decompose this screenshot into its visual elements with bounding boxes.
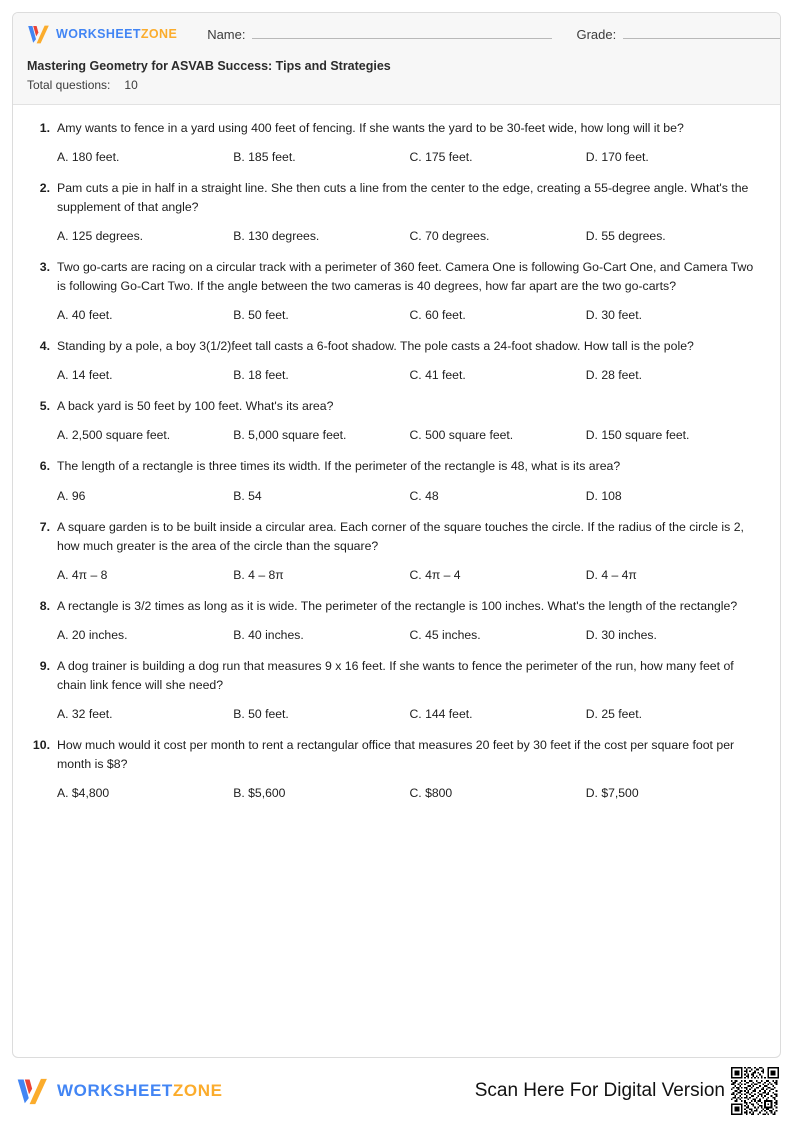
total-questions-label: Total questions: <box>27 77 111 92</box>
option-a[interactable]: A. 96 <box>57 488 86 503</box>
question-options <box>57 427 762 444</box>
question-number: 4. <box>39 339 50 354</box>
option-c[interactable]: C. 4π – 4 <box>409 567 461 582</box>
question-number: 2. <box>39 180 50 195</box>
question-body <box>57 457 762 504</box>
option-a[interactable]: A. 4π – 8 <box>57 567 108 582</box>
option-d[interactable]: D. 25 feet. <box>585 706 642 721</box>
question-item <box>31 119 762 166</box>
total-questions <box>27 78 766 92</box>
option-a[interactable]: A. $4,800 <box>57 786 110 801</box>
option-b[interactable]: B. 4 – 8π <box>233 567 284 582</box>
brand-logo-text <box>56 27 177 41</box>
question-body <box>57 597 762 644</box>
option-a[interactable]: A. 40 feet. <box>57 308 113 323</box>
question-options <box>57 567 762 584</box>
question-item <box>31 337 762 384</box>
question-item <box>31 518 762 584</box>
option-c[interactable]: C. $800 <box>409 786 453 801</box>
footer-brand-name-worksheet: WORKSHEET <box>57 1081 173 1100</box>
name-field-input[interactable] <box>252 26 552 39</box>
option-d[interactable]: D. 170 feet. <box>585 149 649 164</box>
option-d[interactable]: D. 30 inches. <box>585 627 657 642</box>
question-item <box>31 736 762 802</box>
question-options <box>57 228 762 245</box>
option-b[interactable]: B. 54 <box>233 488 262 503</box>
name-field[interactable] <box>207 26 552 42</box>
header-top-row <box>13 13 780 55</box>
question-number: 5. <box>39 399 50 414</box>
question-body <box>57 337 762 384</box>
question-number: 1. <box>39 120 50 135</box>
brand-name-zone: ZONE <box>140 27 178 41</box>
question-body <box>57 657 762 723</box>
header-title-row <box>13 55 780 104</box>
option-d[interactable]: D. 108 <box>585 488 622 503</box>
question-number: 9. <box>39 658 50 673</box>
question-text: A dog trainer is building a dog run that measures 9 x 16 feet. If she wants to fence the perimeter of the run, how many feet of chain link fence will she need? <box>57 658 734 692</box>
option-c[interactable]: C. 45 inches. <box>409 627 481 642</box>
option-c[interactable]: C. 144 feet. <box>409 706 473 721</box>
brand-logo <box>27 25 177 44</box>
question-options <box>57 627 762 644</box>
option-b[interactable]: B. 5,000 square feet. <box>233 428 347 443</box>
option-d[interactable]: D. $7,500 <box>585 786 639 801</box>
option-a[interactable]: A. 180 feet. <box>57 149 120 164</box>
option-c[interactable]: C. 48 <box>409 488 439 503</box>
option-b[interactable]: B. 130 degrees. <box>233 228 320 243</box>
option-d[interactable]: D. 4 – 4π <box>585 567 637 582</box>
question-text: A rectangle is 3/2 times as long as it is wide. The perimeter of the rectangle is 100 inches. What's the length of the rectangle? <box>57 598 738 613</box>
option-b[interactable]: B. 50 feet. <box>233 308 289 323</box>
option-b[interactable]: B. $5,600 <box>233 786 286 801</box>
question-text: Standing by a pole, a boy 3(1/2)feet tall casts a 6-foot shadow. The pole casts a 24-foot shadow. How tall is the pole? <box>57 339 694 354</box>
question-body <box>57 119 762 166</box>
question-body <box>57 736 762 802</box>
option-d[interactable]: D. 150 square feet. <box>585 428 690 443</box>
option-b[interactable]: B. 50 feet. <box>233 706 289 721</box>
question-text: Pam cuts a pie in half in a straight line. She then cuts a line from the center to the edge, creating a 55-degree angle. What's the supplement of that angle? <box>57 180 749 214</box>
question-text: A back yard is 50 feet by 100 feet. What's its area? <box>57 399 334 414</box>
qr-code-icon[interactable] <box>731 1067 779 1115</box>
question-options <box>57 149 762 166</box>
question-number: 6. <box>39 459 50 474</box>
option-a[interactable]: A. 32 feet. <box>57 706 113 721</box>
option-c[interactable]: C. 175 feet. <box>409 149 473 164</box>
question-item <box>31 179 762 245</box>
question-body <box>57 258 762 324</box>
question-options <box>57 785 762 802</box>
question-options <box>57 706 762 723</box>
worksheet-zone-logo-icon <box>16 1078 50 1105</box>
question-options <box>57 488 762 505</box>
question-options <box>57 367 762 384</box>
question-options <box>57 307 762 324</box>
question-body <box>57 179 762 245</box>
question-number: 7. <box>39 519 50 534</box>
option-a[interactable]: A. 14 feet. <box>57 368 113 383</box>
option-a[interactable]: A. 125 degrees. <box>57 228 144 243</box>
question-text: The length of a rectangle is three times its width. If the perimeter of the rectangle is 48, what is its area? <box>57 459 621 474</box>
worksheet-zone-logo-icon <box>27 25 51 44</box>
worksheet-card <box>12 12 781 1058</box>
footer-brand-logo-text <box>57 1081 223 1101</box>
option-a[interactable]: A. 20 inches. <box>57 627 128 642</box>
option-b[interactable]: B. 185 feet. <box>233 149 296 164</box>
grade-field-input[interactable] <box>623 26 781 39</box>
option-b[interactable]: B. 18 feet. <box>233 368 289 383</box>
question-item <box>31 397 762 444</box>
option-c[interactable]: C. 41 feet. <box>409 368 466 383</box>
grade-field-label: Grade: <box>576 27 617 42</box>
worksheet-footer <box>12 1060 781 1122</box>
option-d[interactable]: D. 55 degrees. <box>585 228 666 243</box>
footer-brand-name-zone: ZONE <box>172 1081 223 1100</box>
footer-scan-section <box>475 1067 779 1115</box>
option-a[interactable]: A. 2,500 square feet. <box>57 428 171 443</box>
option-d[interactable]: D. 28 feet. <box>585 368 642 383</box>
worksheet-header <box>13 13 780 105</box>
question-body <box>57 518 762 584</box>
question-text: Two go-carts are racing on a circular track with a perimeter of 360 feet. Camera One is following Go-Cart One, and Camera Two is following Go-Cart Two. If the angle between the two cameras is 40 degrees, how far apart are the two go-carts? <box>57 260 754 294</box>
option-c[interactable]: C. 60 feet. <box>409 308 466 323</box>
brand-name-worksheet: WORKSHEET <box>56 27 141 41</box>
question-item <box>31 258 762 324</box>
option-d[interactable]: D. 30 feet. <box>585 308 642 323</box>
question-text: A square garden is to be built inside a circular area. Each corner of the square touches the circle. If the radius of the circle is 2, how much greater is the area of the circle than the square? <box>57 519 744 553</box>
name-field-label: Name: <box>207 27 246 42</box>
option-c[interactable]: C. 70 degrees. <box>409 228 490 243</box>
questions-list <box>13 105 780 1057</box>
footer-brand-logo <box>16 1078 223 1105</box>
question-text: How much would it cost per month to rent a rectangular office that measures 20 feet by 30 feet if the cost per square foot per month is $8? <box>57 738 735 772</box>
option-c[interactable]: C. 500 square feet. <box>409 428 514 443</box>
worksheet-title: Mastering Geometry for ASVAB Success: Tips and Strategies <box>27 59 391 73</box>
question-body <box>57 397 762 444</box>
question-item <box>31 657 762 723</box>
question-text: Amy wants to fence in a yard using 400 feet of fencing. If she wants the yard to be 30-feet wide, how long will it be? <box>57 120 684 135</box>
total-questions-value: 10 <box>124 77 138 92</box>
scan-here-text: Scan Here For Digital Version <box>474 1080 725 1101</box>
question-number: 10. <box>32 738 50 753</box>
question-number: 8. <box>39 598 50 613</box>
question-number: 3. <box>39 260 50 275</box>
option-b[interactable]: B. 40 inches. <box>233 627 304 642</box>
grade-field[interactable] <box>576 26 781 42</box>
question-item <box>31 597 762 644</box>
question-item <box>31 457 762 504</box>
